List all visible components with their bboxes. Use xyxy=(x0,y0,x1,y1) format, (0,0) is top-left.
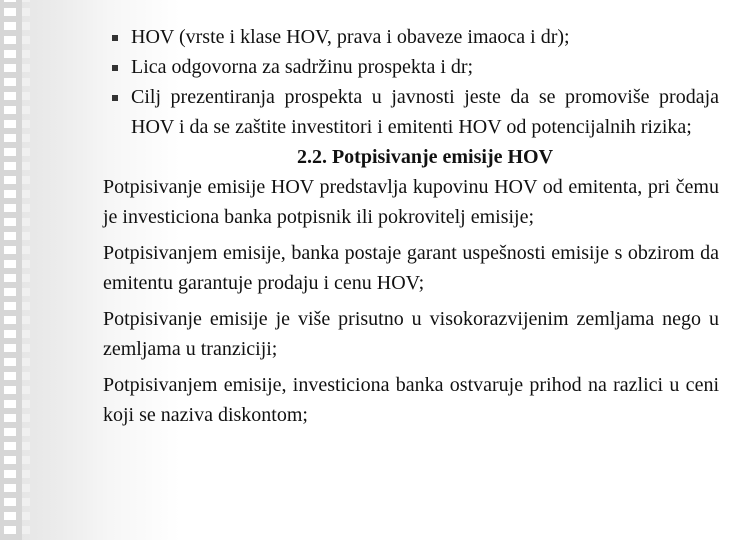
bullet-item xyxy=(103,52,719,82)
slide-content xyxy=(103,22,719,436)
bullet-item xyxy=(103,82,719,142)
section-heading: 2.2. Potpisivanje emisije HOV xyxy=(296,146,554,168)
square-bullet-icon xyxy=(112,65,118,71)
square-bullet-icon xyxy=(112,35,118,41)
bullet-list xyxy=(103,22,719,142)
paragraph: Potpisivanjem emisije, investiciona banka ostvaruje prihod na razlici u ceni koji se naziva diskontom; xyxy=(103,374,719,426)
bullet-text: Lica odgovorna za sadržinu prospekta i dr; xyxy=(131,56,474,78)
decorative-side-stripe-light xyxy=(22,0,32,540)
bullet-item xyxy=(103,22,719,52)
square-bullet-icon xyxy=(112,95,118,101)
bullet-text: Cilj prezentiranja prospekta u javnosti jeste da se promoviše prodaja HOV i da se zaštite investitori i emitenti HOV od potencijalnih rizika; xyxy=(131,86,719,138)
paragraph: Potpisivanjem emisije, banka postaje garant uspešnosti emisije s obzirom da emitentu garantuje prodaju i cenu HOV; xyxy=(103,242,719,294)
bullet-text: HOV (vrste i klase HOV, prava i obaveze imaoca i dr); xyxy=(131,26,570,48)
decorative-side-stripe xyxy=(0,0,22,540)
paragraph: Potpisivanje emisije HOV predstavlja kupovinu HOV od emitenta, pri čemu je investiciona banka potpisnik ili pokrovitelj emisije; xyxy=(103,176,719,228)
paragraph: Potpisivanje emisije je više prisutno u visokorazvijenim zemljama nego u zemljama u tranziciji; xyxy=(103,308,719,360)
